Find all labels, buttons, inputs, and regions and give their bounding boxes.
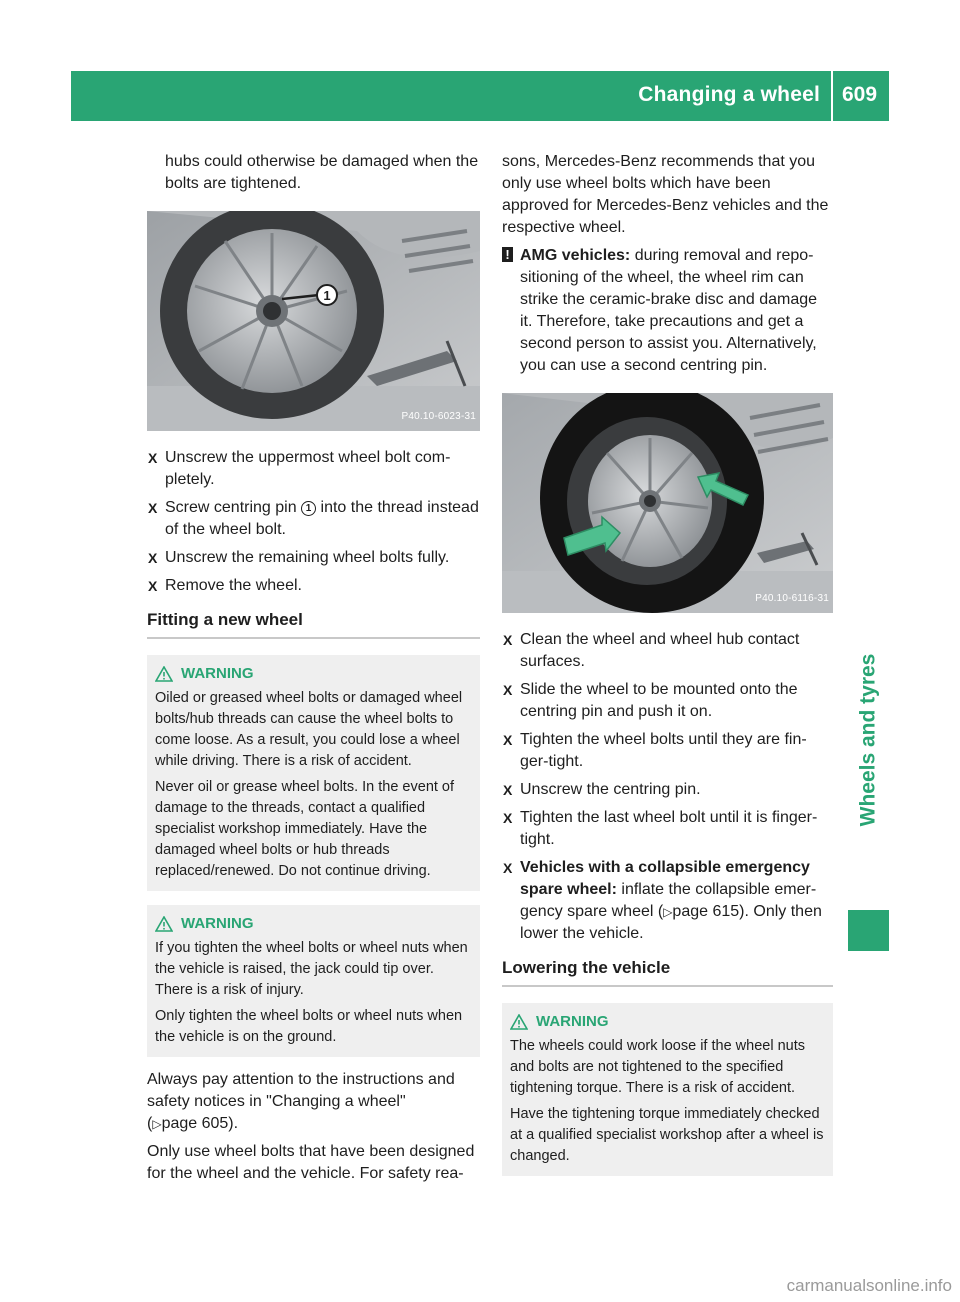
left-column (147, 151, 480, 1191)
step-text-pre: inflate the collapsible emer- gency spare wheel ( (520, 881, 817, 920)
step-item (502, 679, 833, 723)
step-marker-icon: X (148, 500, 158, 516)
warning-triangle-icon (155, 916, 173, 932)
figure1-callout: 1 (323, 288, 331, 303)
step-item (502, 807, 833, 851)
ref-close: ). (228, 1115, 239, 1132)
warning-title-text: WARNING (536, 1013, 609, 1030)
section-heading-lowering: Lowering the vehicle (502, 957, 833, 987)
warning-box (147, 905, 480, 1057)
step-bold-title: Vehicles with a collapsible emergency spare wheel: (520, 859, 810, 898)
step-marker-icon: X (148, 578, 158, 594)
step-text: Unscrew the uppermost wheel bolt com- pletely. (165, 449, 451, 488)
section-heading-fitting: Fitting a new wheel (147, 609, 480, 639)
step-marker-icon: X (503, 782, 513, 798)
right-column (502, 151, 833, 1176)
warning-text: If you tighten the wheel bolts or wheel nuts when the vehicle is raised, the jack could tip over. There is a risk of injury. (155, 940, 468, 998)
safety-paragraph (147, 1069, 480, 1135)
note-title: AMG vehicles: (520, 247, 631, 264)
step-item (502, 629, 833, 673)
step-text-post: ). Only then lower the vehicle. (520, 903, 822, 942)
warning-box (147, 655, 480, 891)
exclamation-icon: ! (502, 247, 513, 262)
ref-open: ( (147, 1115, 153, 1132)
warning-title (155, 913, 473, 934)
step-item (502, 857, 833, 945)
step-item (502, 729, 833, 773)
wheel-bolts-paragraph: Only use wheel bolts that have been designed for the wheel and the vehicle. For safety rea- (147, 1143, 475, 1182)
step-text: Unscrew the remaining wheel bolts fully. (165, 549, 450, 566)
page-ref-arrow-icon: ▷ (663, 905, 673, 919)
step-marker-icon: X (503, 860, 513, 876)
warning-triangle-icon (510, 1014, 528, 1030)
figure-wheel-centring-pin (147, 211, 480, 431)
warning-title (155, 663, 473, 684)
step-text-pre: Screw centring pin (165, 499, 302, 516)
chapter-tab-label: Wheels and tyres (856, 653, 880, 827)
step-item (147, 575, 480, 597)
chapter-marker (848, 910, 889, 951)
chapter-tab (848, 580, 889, 900)
step-item (502, 779, 833, 801)
watermark: carmanualsonline.info (786, 1276, 952, 1295)
warning-title-text: WARNING (181, 665, 254, 682)
callout-1-icon: 1 (301, 501, 316, 516)
warning-text: Never oil or grease wheel bolts. In the event of damage to the threads, contact a qualified specialist workshop immediately. Have the damaged wheel bolts or hub threads replaced/renewed. Do not continue driving. (155, 779, 455, 879)
step-text: Tighten the wheel bolts until they are fin- ger-tight. (520, 731, 807, 770)
step-text-post: into the thread instead of the wheel bolt. (165, 499, 479, 538)
warning-text: Have the tightening torque immediately checked at a qualified specialist workshop after a wheel is changed. (510, 1106, 824, 1164)
note-text: during removal and repo- sitioning of the wheel, the wheel rim can strike the ceramic-brake disc and damage it. Therefore, take precautions and get a second person to assist you. Alternatively, you can use a second centring pin. (520, 247, 818, 374)
step-marker-icon: X (503, 810, 513, 826)
step-text: Clean the wheel and wheel hub contact surfaces. (520, 631, 800, 670)
intro-paragraph: hubs could otherwise be damaged when the bolts are tightened. (165, 153, 479, 192)
step-text: Slide the wheel to be mounted onto the centring pin and push it on. (520, 681, 798, 720)
step-marker-icon: X (148, 450, 158, 466)
step-marker-icon: X (503, 632, 513, 648)
figure-code: P40.10-6116-31 (755, 593, 829, 604)
warning-triangle-icon (155, 666, 173, 682)
warning-text: The wheels could work loose if the wheel nuts and bolts are not tightened to the specified tightening torque. There is a risk of accident. (510, 1038, 805, 1096)
step-text: Unscrew the centring pin. (520, 781, 701, 798)
warning-title-text: WARNING (181, 915, 254, 932)
step-text: Tighten the last wheel bolt until it is finger- tight. (520, 809, 818, 848)
warning-text: Oiled or greased wheel bolts or damaged wheel bolts/hub threads can cause the wheel bolts to come loose. As a result, you could lose a wheel while driving. There is a risk of accident. (155, 690, 463, 769)
safety-paragraph-text: Always pay attention to the instructions and safety notices in "Changing a wheel" (147, 1071, 455, 1110)
step-marker-icon: X (148, 550, 158, 566)
figure-wheel-mounting (502, 393, 833, 613)
wheel-mounting-illustration (502, 393, 833, 613)
page-reference-link[interactable]: page 605 (161, 1115, 229, 1132)
page-reference-link[interactable]: page 615 (672, 903, 740, 920)
amg-note (502, 245, 833, 377)
step-marker-icon: X (503, 682, 513, 698)
page-number: 609 (842, 83, 878, 106)
warning-title (510, 1011, 826, 1032)
step-text: Remove the wheel. (165, 577, 302, 594)
warning-box (502, 1003, 833, 1176)
step-item (147, 547, 480, 569)
wheel-illustration (147, 211, 480, 431)
step-item (147, 447, 480, 491)
intro-paragraph: sons, Mercedes-Benz recommends that you only use wheel bolts which have been approved for Mercedes-Benz vehicles and the respective wheel. (502, 153, 829, 236)
page-ref-arrow-icon: ▷ (152, 1117, 162, 1131)
step-item (147, 497, 480, 541)
step-marker-icon: X (503, 732, 513, 748)
figure-code: P40.10-6023-31 (401, 411, 476, 422)
page-title: Changing a wheel (638, 83, 820, 106)
warning-text: Only tighten the wheel bolts or wheel nuts when the vehicle is on the ground. (155, 1008, 463, 1045)
header-divider (831, 71, 833, 121)
